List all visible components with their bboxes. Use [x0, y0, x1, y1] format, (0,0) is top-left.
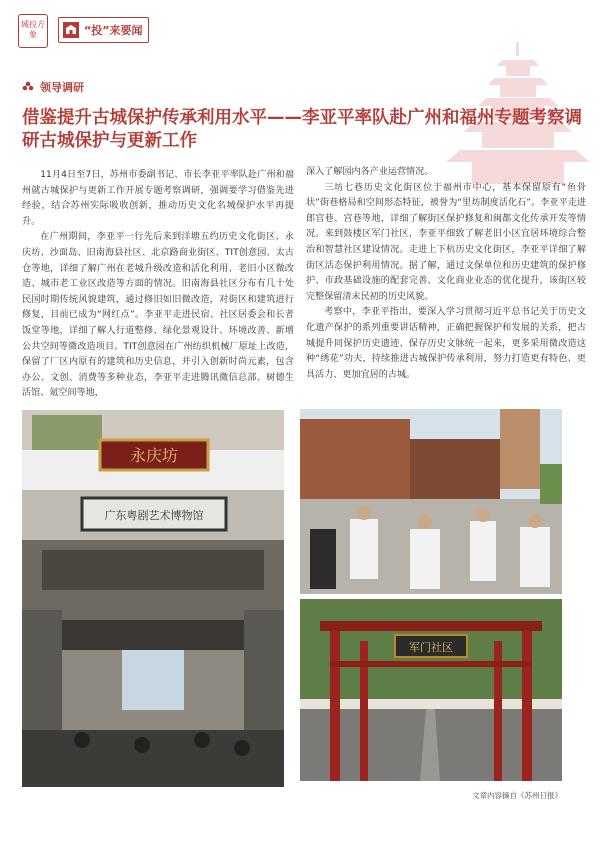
- article-body-right: [306, 165, 586, 383]
- sign-junmen: 军门社区: [409, 641, 453, 654]
- sign-yongqingfang: 永庆坊: [129, 446, 179, 465]
- sign-opera-museum: 广东粤剧艺术博物馆: [104, 509, 204, 522]
- paragraph: 考察中，李亚平指出，要深入学习贯彻习近平总书记关于历史文化遗产保护的系列重要讲话精神，正确把握保护和发展的关系，把古城提升同保护历史遗迹、保存历史文脉统一起来，更多采用微改造这种“绣花”功夫，持续推进古城保护传承利用，努力打造更有特色、更具活力、更加宜居的古城。: [306, 307, 586, 380]
- article-title: 借鉴提升古城保护传承利用水平——李亚平率队赴广州和福州专题考察调研古城保护与更新工作: [22, 108, 582, 151]
- paragraph: 三坊七巷历史文化街区位于福州市中心，基本保留原有“鱼骨状”街巷格局和空间形态特征，被誉为“里坊制度活化石”。李亚平走进郎官巷、宫巷等地，详细了解街区保护修复和闽都文化传承开发等情况。来到鼓楼区军门社区，李亚平细致了解老旧小区宜居环境综合整治和智慧社区建设情况。走进上下杭历史文化街区，李亚平详细了解街区活态保护利用情况。据了解，通过文保单位和历史建筑的保护修护、市政基础设施的配套完善、文化商业业态的优化提升，该街区较完整保留清末民初的历史风貌。: [306, 182, 586, 302]
- photo-site-visit: [300, 409, 562, 594]
- article-body-left: [22, 168, 294, 402]
- credit-note: 文章内容摘自《苏州日报》: [472, 791, 562, 800]
- photo-junmen-community: [300, 599, 562, 781]
- section-label: 领导调研: [40, 81, 84, 94]
- magazine-logo: 城投方象: [18, 14, 48, 48]
- paragraph: 在广州期间，李亚平一行先后来到洋塘五约历史文化街区、永庆坊、沙面岛、旧南海县社区、北京路商业街区、TIT创意园、太古仓等地，详细了解广州在老城升级改造和活化利用、老旧小区微改造、城市老工业区改造等方面的情况。旧南海县社区分布有几十处民国时期传统风貌建筑，通过修旧如旧微改造，对街区和建筑进行修复，目前已成为“网红点”。李亚平走进民宿、社区居委会和长者饭堂等地，详细了解人行道整修、绿化景观设计、环境改善、新增公共空间等微改造项目。TIT创意园在广州纺织机械厂原址上改造，保留了厂区内原有的建筑和历史信息，并引入创新时尚元素，包含办公、文创、消费等多种业态，李亚平走进腾讯微信总部、树德生活馆、氪空间等地，: [22, 232, 294, 399]
- paragraph: 深入了解园内各产业运营情况。: [306, 167, 434, 177]
- section-heading: [22, 79, 84, 95]
- paragraph: 11月4日至7日，苏州市委副书记、市长李亚平率队赴广州和福州就古城保护与更新工作开展专题考察调研，强调要学习借鉴先进经验，结合苏州实际吸收创新，推动历史文化名城保护水平再提升。: [22, 170, 294, 227]
- building-icon: [63, 22, 79, 38]
- news-tag-label: “投”来要闻: [84, 24, 143, 37]
- flower-icon: [22, 81, 34, 93]
- photo-yongqingfang: [22, 410, 284, 787]
- news-tag: [58, 17, 149, 43]
